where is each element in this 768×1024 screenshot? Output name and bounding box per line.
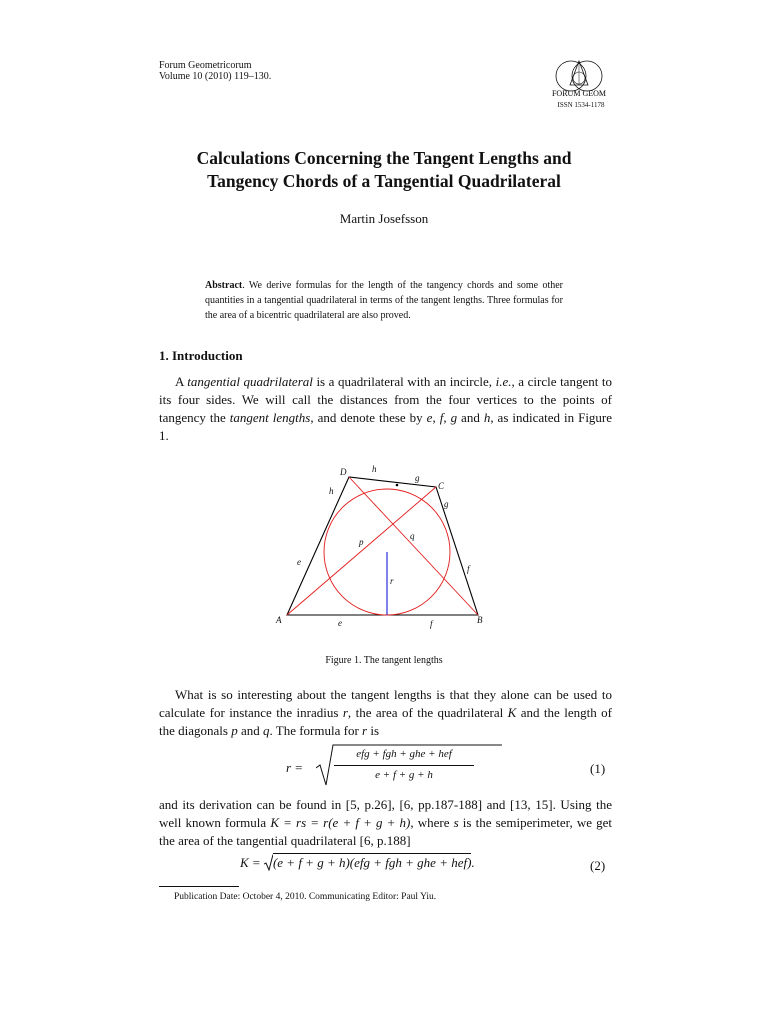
equation-2: K = (e + f + g + h)(efg + fgh + ghe + hef). <box>240 855 475 870</box>
label-g-top: g <box>415 473 420 483</box>
diagonal-p <box>287 487 436 615</box>
forum-geom-logo <box>546 52 612 106</box>
eq1-numerator: efg + fgh + ghe + hef <box>356 748 452 760</box>
title-line-1: Calculations Concerning the Tangent Lengths and <box>196 148 572 168</box>
diagonal-q <box>349 477 478 615</box>
label-vertex-a: A <box>276 615 282 625</box>
label-f-base: f <box>430 619 433 629</box>
label-e-base: e <box>338 618 342 628</box>
figure-caption: Figure 1. The tangent lengths <box>325 655 443 666</box>
term-tangential-quadrilateral: tangential quadrilateral <box>187 374 313 389</box>
abstract <box>205 278 563 323</box>
equation-number-1: (1) <box>590 761 606 776</box>
title-line-2: Tangency Chords of a Tangential Quadrilateral <box>207 171 561 191</box>
footnote-rule <box>159 886 239 887</box>
label-q: q <box>410 531 415 541</box>
tangent-point-top <box>396 484 399 487</box>
label-h-side: h <box>329 486 334 496</box>
label-vertex-d: D <box>340 467 347 477</box>
paper-title <box>120 147 648 193</box>
paragraph-3: and its derivation can be found in [5, p.26], [6, pp.187-188] and [13, 15]. Using the well known formula K = rs = r(e + f + g + h), where s is the semiperimeter, we get the area of the tangential quadrilateral [6, p.188] <box>159 797 612 848</box>
journal-volume: Volume 10 (2010) 119–130. <box>159 71 272 82</box>
abstract-label: Abstract <box>205 280 243 291</box>
label-h-top: h <box>372 464 377 474</box>
label-vertex-c: C <box>438 481 445 491</box>
label-g-side: g <box>444 499 449 509</box>
abstract-text: . We derive formulas for the length of the tangency chords and some other quantities in a tangential quadrilateral in terms of the tangent lengths. Three formulas for the area of a bicentric quadrilateral are also proved. <box>205 280 563 321</box>
label-f-side: f <box>467 564 470 574</box>
eq2-radicand: (e + f + g + h)(efg + fgh + ghe + hef) <box>272 855 472 870</box>
label-p: p <box>359 537 364 547</box>
label-vertex-b: B <box>477 615 483 625</box>
logo-text: FORUM GEOM <box>551 89 607 98</box>
term-tangent-lengths: tangent lengths <box>229 410 311 425</box>
eq2-lhs: K = <box>240 855 264 870</box>
intro-paragraph: A tangential quadrilateral is a quadrilateral with an incircle, i.e., a circle tangent to its four sides. We will call the distances from the four vertices to the points of tangency the tangent lengths, and denote these by e, f, g and h, as indicated in Figure 1. <box>159 374 613 443</box>
author: Martin Josefsson <box>339 211 429 226</box>
label-e-side: e <box>297 557 301 567</box>
journal-name: Forum Geometricorum <box>159 60 252 71</box>
paragraph-2: What is so interesting about the tangent lengths is that they alone can be used to calculate for instance the inradius r, the area of the quadrilateral K and the length of the diagonals p and q. The formula for r is <box>159 687 612 738</box>
eq1-denominator: e + f + g + h <box>375 769 433 781</box>
equation-number-2: (2) <box>590 858 606 873</box>
eq1-lhs: r = <box>286 760 304 775</box>
fraction-bar <box>334 765 474 766</box>
issn: ISSN 1534-1178 <box>557 101 605 109</box>
label-r: r <box>390 576 394 586</box>
footnote: Publication Date: October 4, 2010. Communicating Editor: Paul Yiu. <box>174 892 437 902</box>
section-title: 1. Introduction <box>159 348 243 363</box>
inline-formula-area: K = rs = r(e + f + g + h) <box>270 815 411 830</box>
figure-tangential-quadrilateral <box>270 460 500 635</box>
radical-sign-2 <box>264 854 273 871</box>
